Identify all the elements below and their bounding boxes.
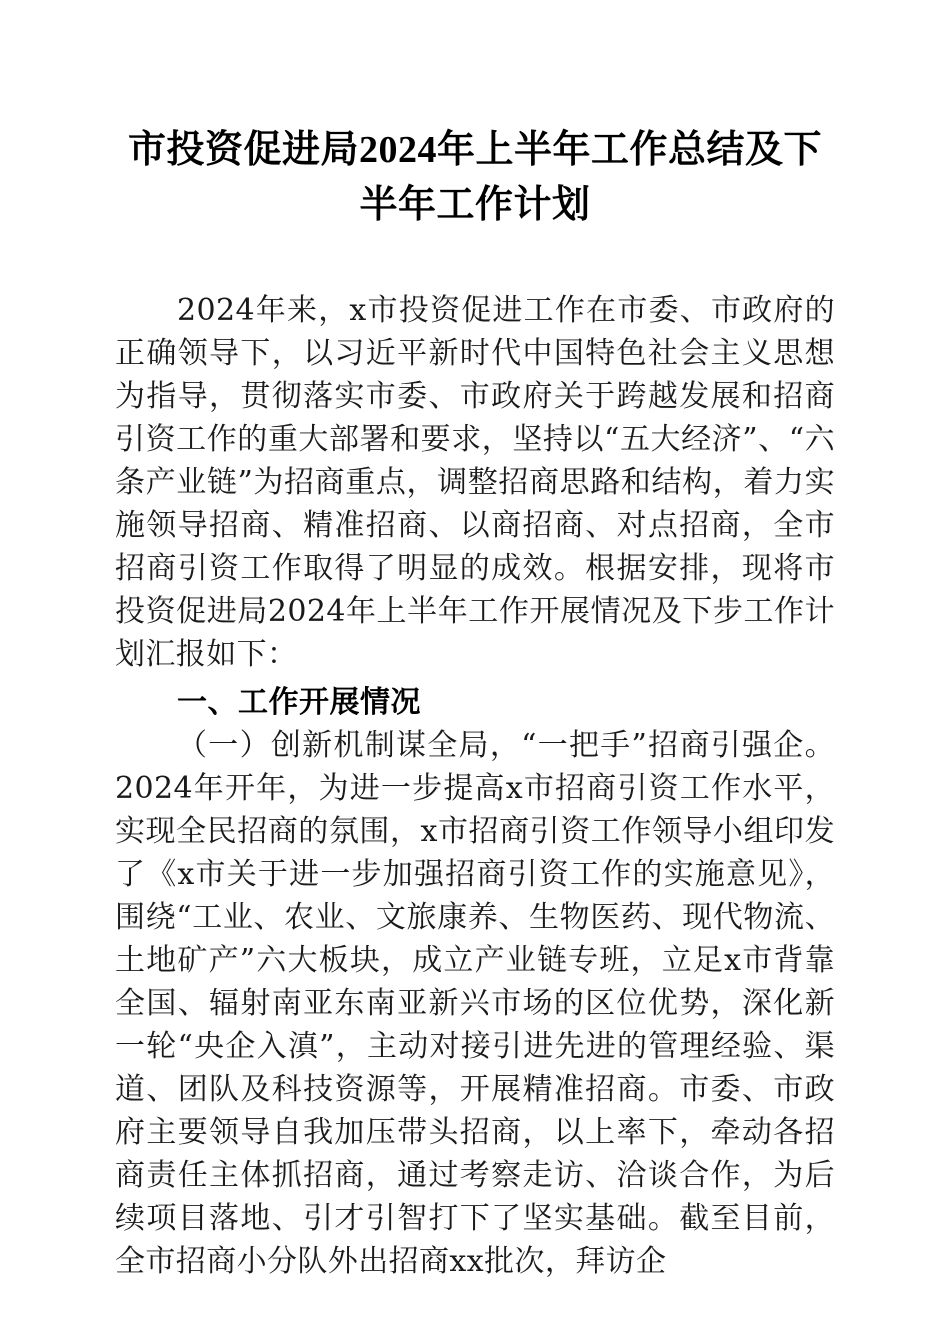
subsection-paragraph-one: （一）创新机制谋全局，“一把手”招商引强企。2024年开年，为进一步提高x市招商引资工作水平，实现全民招商的氛围，x市招商引资工作领导小组印发了《x市关于进一步加强招商引资工作的实施意见》，围绕“工业、农业、文旅康养、生物医药、现代物流、土地矿产”六大板块，成立产业链专班，立足x市背靠全国、辐射南亚东南亚新兴市场的区位优势，深化新一轮“央企入滇”，主动对接引进先进的管理经验、渠道、团队及科技资源等，开展精准招商。市委、市政府主要领导自我加压带头招商，以上率下，牵动各招商责任主体抓招商，通过考察走访、洽谈合作，为后续项目落地、引才引智打下了坚实基础。截至目前，全市招商小分队外出招商xx批次，拜访企	[115, 728, 835, 1279]
document-content-area	[115, 0, 835, 1283]
intro-paragraph: 2024年来，x市投资促进工作在市委、市政府的正确领导下，以习近平新时代中国特色社会主义思想为指导，贯彻落实市委、市政府关于跨越发展和招商引资工作的重大部署和要求，坚持以“五大经济”、“六条产业链”为招商重点，调整招商思路和结构，着力实施领导招商、精准招商、以商招商、对点招商，全市招商引资工作取得了明显的成效。根据安排，现将市投资促进局2024年上半年工作开展情况及下步工作计划汇报如下：	[115, 293, 835, 672]
section-heading-work-progress: 一、工作开展情况	[177, 686, 421, 719]
page-title-line-1: 市投资促进局2024年上半年工作总结及下半	[127, 129, 822, 226]
page-title-line-2: 年工作计划	[398, 184, 591, 226]
page-title	[115, 0, 835, 233]
